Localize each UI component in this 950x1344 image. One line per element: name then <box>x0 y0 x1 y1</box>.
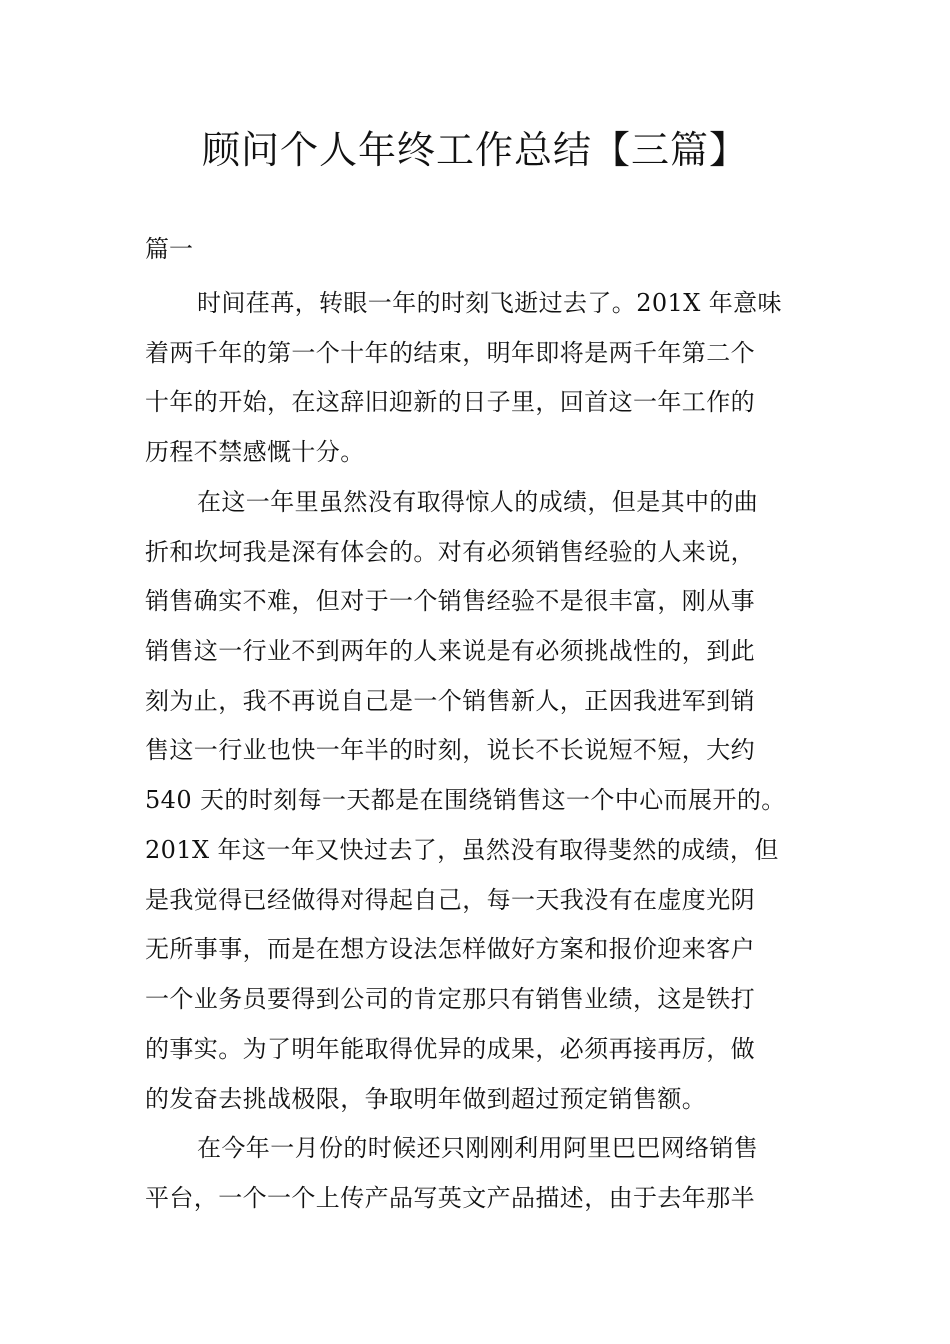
text-line: 售这一行业也快一年半的时刻，说长不长说短不短，大约 <box>145 736 755 765</box>
text-line: 销售这一行业不到两年的人来说是有必须挑战性的，到此 <box>145 637 755 666</box>
text-line: 平台，一个一个上传产品写英文产品描述，由于去年那半 <box>145 1183 755 1212</box>
text-line: 历程不禁感慨十分。 <box>145 438 365 467</box>
text-line: 无所事事，而是在想方设法怎样做好方案和报价迎来客户 <box>145 935 755 964</box>
text-line: 十年的开始，在这辞旧迎新的日子里，回首这一年工作的 <box>145 388 755 417</box>
text-line: 折和坎坷我是深有体会的。对有必须销售经验的人来说， <box>145 537 755 566</box>
text-line: 的发奋去挑战极限，争取明年做到超过预定销售额。 <box>145 1084 707 1113</box>
text-line: 540 天的时刻每一天都是在围绕销售这一个中心而展开的。 <box>145 786 786 815</box>
document-title: 顾问个人年终工作总结【三篇】 <box>201 128 748 172</box>
text-line: 的事实。为了明年能取得优异的成果，必须再接再厉，做 <box>145 1034 755 1063</box>
body-text <box>145 279 810 1224</box>
text-line: 销售确实不难，但对于一个销售经验不是很丰富，刚从事 <box>145 587 755 616</box>
text-line: 一个业务员要得到公司的肯定那只有销售业绩，这是铁打 <box>145 985 755 1014</box>
text-line: 201X 年这一年又快过去了，虽然没有取得斐然的成绩，但 <box>145 835 779 864</box>
text-line: 刻为止，我不再说自己是一个销售新人，正因我进军到销 <box>145 686 755 715</box>
text-line: 在这一年里虽然没有取得惊人的成绩，但是其中的曲 <box>197 487 759 516</box>
text-line: 是我觉得已经做得对得起自己，每一天我没有在虚度光阴 <box>145 885 755 914</box>
section-label: 篇一 <box>145 235 193 263</box>
text-line: 着两千年的第一个十年的结束，明年即将是两千年第二个 <box>145 338 755 367</box>
text-line: 在今年一月份的时候还只刚刚利用阿里巴巴网络销售 <box>197 1134 759 1163</box>
text-line: 时间荏苒，转眼一年的时刻飞逝过去了。201X 年意味 <box>197 289 782 317</box>
